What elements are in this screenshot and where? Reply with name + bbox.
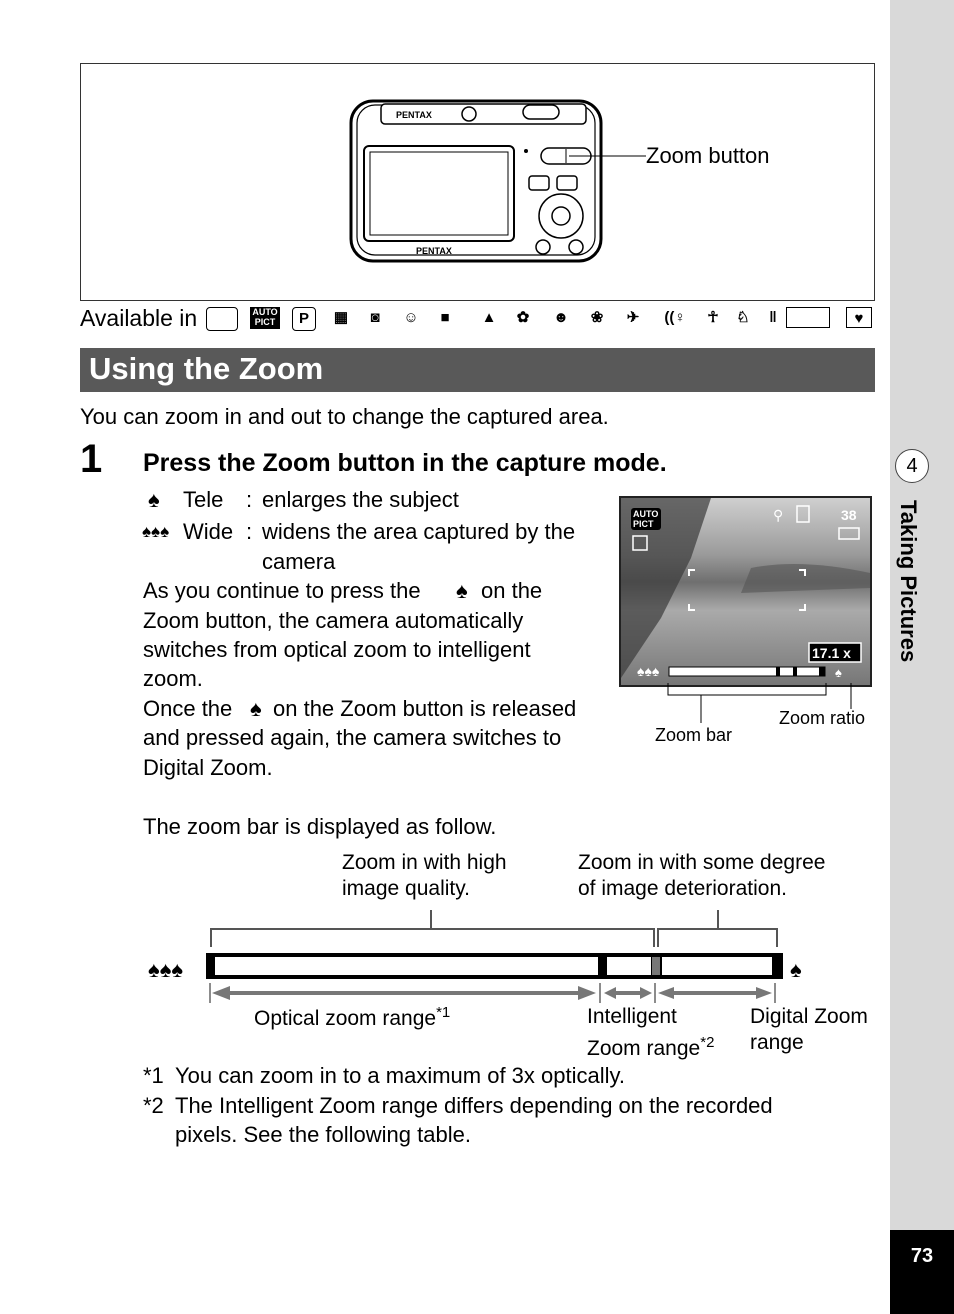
tele-icon: ♠ bbox=[148, 487, 160, 512]
surf-icon: ❀ bbox=[590, 309, 604, 326]
landscape-icon: ▲ bbox=[481, 309, 497, 326]
lcd-auto-label: AUTO bbox=[633, 509, 659, 519]
tele-desc: enlarges the subject bbox=[262, 487, 459, 512]
deterioration-label bbox=[578, 850, 825, 902]
food-icon: ‖ bbox=[769, 309, 777, 326]
para1-line1b: on the bbox=[481, 578, 543, 603]
camera-brand-top: PENTAX bbox=[396, 110, 432, 120]
lcd-zoom-ratio: 17.1 x bbox=[812, 645, 851, 661]
para2-line1a: Once the bbox=[143, 696, 233, 721]
auto-pict-mode-icon: AUTO PICT bbox=[250, 307, 280, 329]
note-2-mark: *2 bbox=[143, 1093, 164, 1118]
deterioration-line-1: Zoom in with some degree bbox=[578, 851, 826, 874]
high-quality-line-1: Zoom in with high bbox=[342, 851, 507, 874]
para1-line1a: As you continue to press the bbox=[143, 578, 421, 603]
step-number: 1 bbox=[80, 437, 103, 481]
para1-line2: Zoom button, the camera automatically bbox=[143, 608, 524, 633]
tele-icon-inline-2: ♠ bbox=[250, 696, 262, 721]
movie-icon: ■ bbox=[440, 309, 450, 326]
lcd-zoom-icon: ⚲ bbox=[773, 507, 784, 523]
page-number: 73 bbox=[890, 1230, 954, 1314]
optical-range-text: Optical zoom range bbox=[254, 1007, 437, 1030]
wide-desc-1: widens the area captured by the bbox=[262, 519, 576, 544]
lcd-tele-icon: ♠ bbox=[835, 665, 842, 680]
step-title: Press the Zoom button in the capture mode. bbox=[143, 449, 667, 477]
intelligent-range-line-1: Intelligent bbox=[587, 1005, 677, 1028]
portrait-icon: ◙ bbox=[370, 309, 380, 326]
intro-text: You can zoom in and out to change the captured area. bbox=[80, 404, 609, 429]
para2-line3: Digital Zoom. bbox=[143, 755, 273, 780]
wide-desc-2: camera bbox=[262, 549, 336, 574]
intelligent-range-line-2: Zoom range bbox=[587, 1037, 701, 1060]
high-quality-label bbox=[342, 850, 507, 902]
lcd-preview-image bbox=[619, 496, 872, 687]
zoombar-intro: The zoom bar is displayed as follow. bbox=[143, 814, 497, 839]
note-1-text: You can zoom in to a maximum of 3x optically. bbox=[175, 1063, 625, 1088]
program-mode-icon: P bbox=[292, 307, 316, 331]
wide-icon: ♠♠♠ bbox=[142, 522, 170, 541]
para2-line1b: on the Zoom button is released bbox=[273, 696, 577, 721]
flower-icon: ✿ bbox=[516, 309, 530, 326]
optical-range-label bbox=[254, 1004, 450, 1031]
diagram-tele-icon: ♠ bbox=[790, 957, 802, 982]
tele-icon-inline-1: ♠ bbox=[456, 578, 468, 603]
diagram-wide-icon: ♠♠♠ bbox=[148, 957, 184, 982]
para1-line4: zoom. bbox=[143, 666, 203, 691]
tele-colon: : bbox=[246, 487, 253, 512]
lcd-pict-label: PICT bbox=[633, 519, 654, 529]
wide-label: Wide bbox=[183, 519, 234, 544]
para2-line2: and pressed again, the camera switches to bbox=[143, 725, 562, 750]
face-icon: ☺ bbox=[403, 309, 419, 326]
optical-range-footnote: *1 bbox=[436, 1004, 451, 1021]
digital-range-line-1: Digital Zoom bbox=[750, 1005, 868, 1028]
panorama-icon bbox=[786, 307, 830, 328]
chapter-title-text: Taking Pictures bbox=[896, 500, 921, 663]
camera-mode-icon bbox=[206, 307, 238, 331]
zoom-ratio-callout: Zoom ratio bbox=[779, 708, 866, 728]
camera-brand-bottom: PENTAX bbox=[416, 246, 452, 256]
kids-icon: ☥ bbox=[707, 309, 719, 326]
frame-composite-icon: ♥ bbox=[846, 307, 872, 328]
note-1-mark: *1 bbox=[143, 1063, 164, 1088]
camera-back-illustration bbox=[81, 64, 874, 300]
intelligent-range-footnote: *2 bbox=[700, 1034, 715, 1051]
camera-illustration-frame bbox=[80, 63, 875, 301]
night-scene-icon: ▦ bbox=[333, 309, 349, 326]
available-in-label: Available in bbox=[80, 305, 198, 331]
digital-range-line-2: range bbox=[750, 1031, 804, 1054]
digital-range-label bbox=[750, 1004, 868, 1056]
wide-colon: : bbox=[246, 519, 253, 544]
section-title: Using the Zoom bbox=[89, 351, 324, 386]
note-2-text-cont: pixels. See the following table. bbox=[175, 1122, 471, 1147]
soft-portrait-icon: ☻ bbox=[553, 309, 569, 326]
section-heading-band bbox=[80, 348, 875, 392]
note-2-text: The Intelligent Zoom range differs depending on the recorded bbox=[175, 1093, 773, 1118]
tele-label: Tele bbox=[183, 487, 224, 512]
pet-icon: ♘ bbox=[736, 309, 750, 326]
zoom-range-diagram bbox=[140, 905, 840, 1005]
lcd-preview-overlay bbox=[621, 498, 870, 685]
para1-line3: switches from optical zoom to intelligent bbox=[143, 637, 531, 662]
zoom-button-callout: Zoom button bbox=[646, 143, 770, 168]
sport-icon: ✈ bbox=[626, 309, 640, 326]
high-quality-line-2: image quality. bbox=[342, 877, 471, 900]
deterioration-line-2: of image deterioration. bbox=[578, 877, 787, 900]
zoom-bar-callout: Zoom bar bbox=[655, 725, 733, 745]
chapter-title bbox=[889, 500, 929, 690]
intelligent-range-label bbox=[587, 1004, 714, 1062]
lcd-wide-icon: ♠♠♠ bbox=[637, 663, 660, 679]
voice-icon: ((♀ bbox=[664, 309, 686, 326]
lcd-shot-count: 38 bbox=[841, 507, 857, 523]
chapter-number: 4 bbox=[895, 449, 929, 483]
